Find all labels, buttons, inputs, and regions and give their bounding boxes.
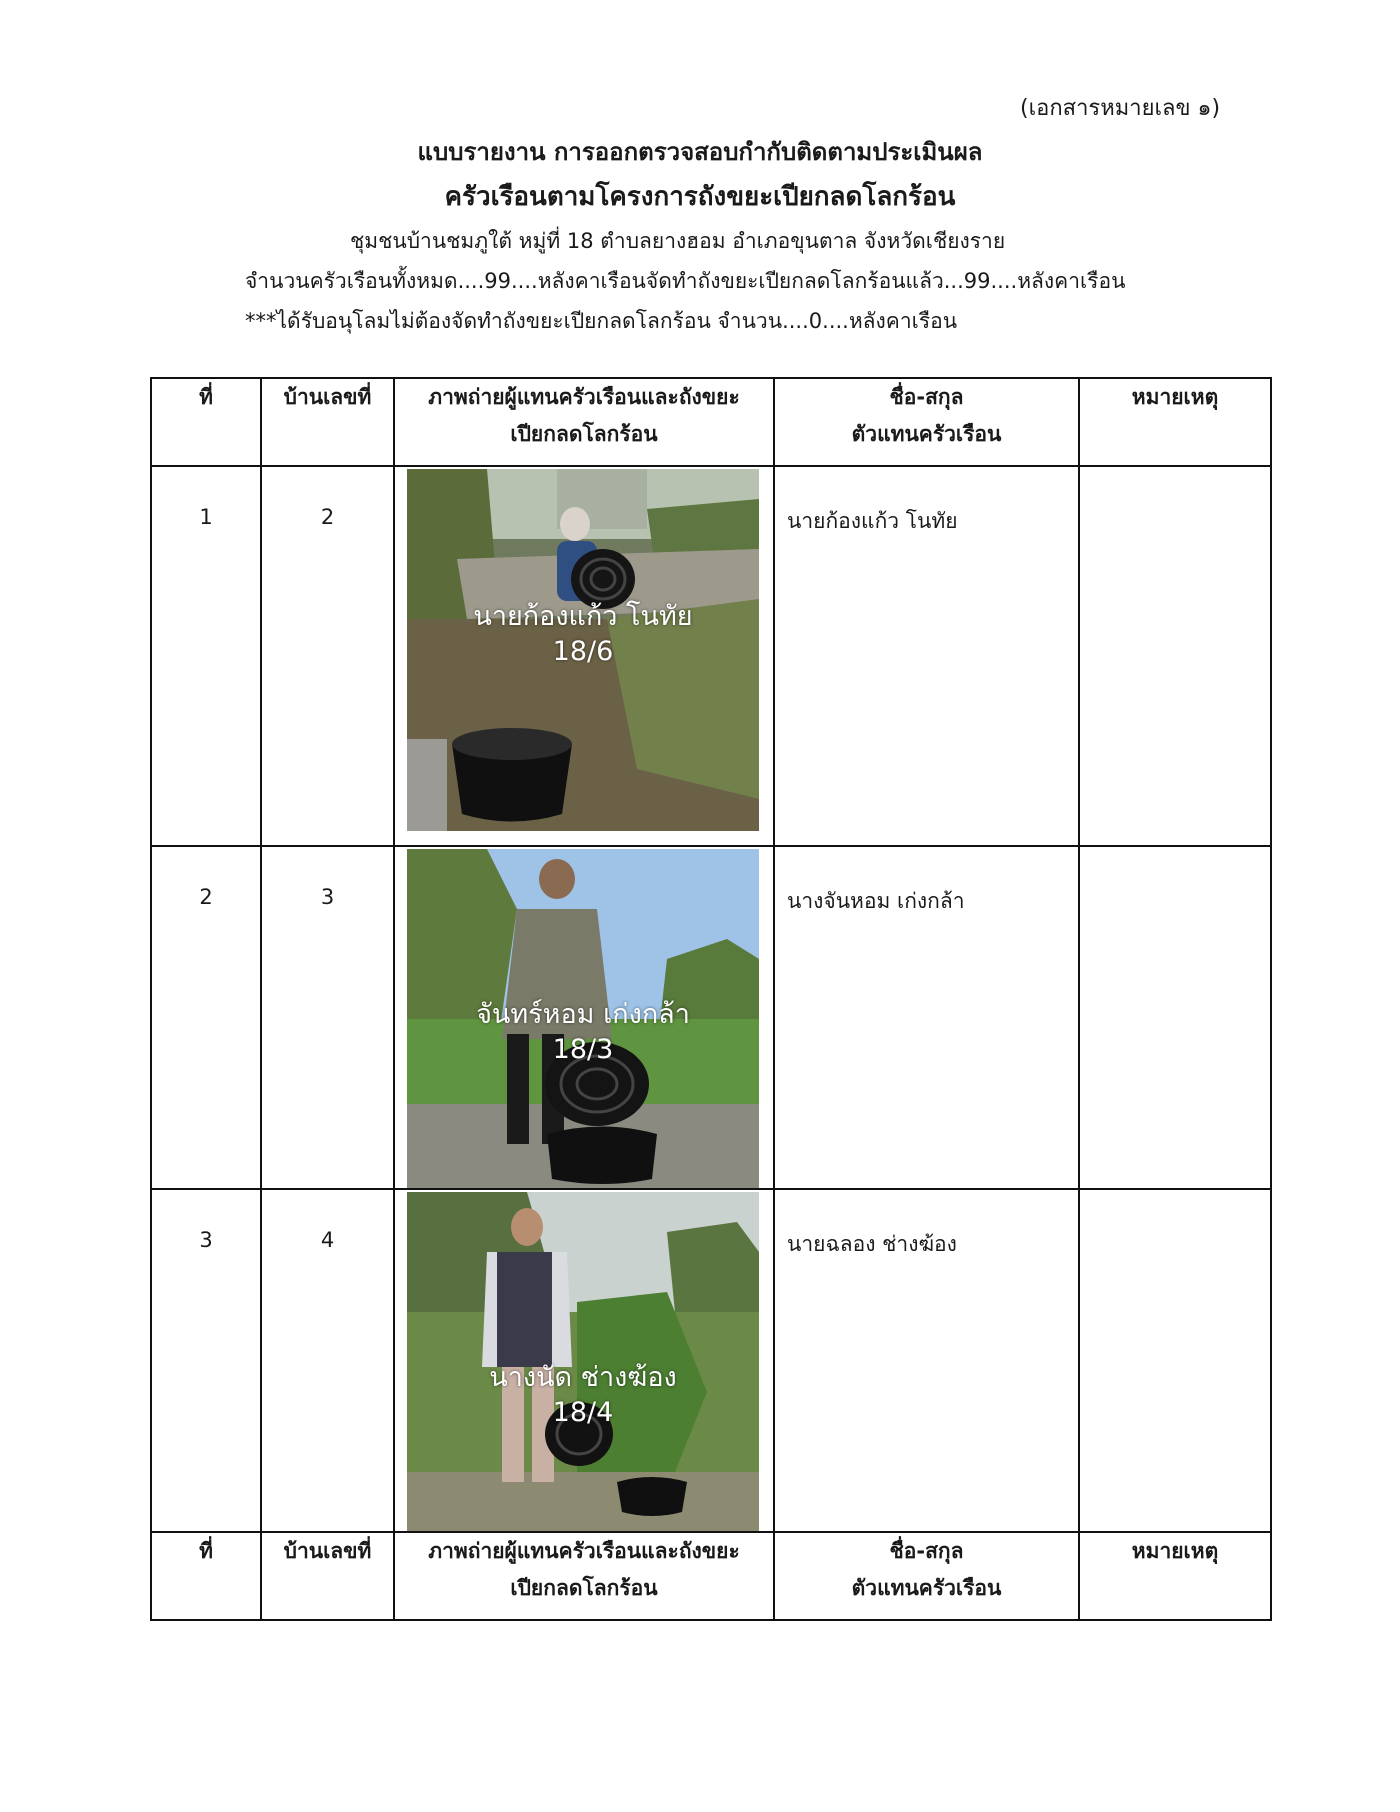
household-table xyxy=(150,377,1272,1621)
row-house-number: 4 xyxy=(261,1189,394,1532)
footer-header-no: ที่ xyxy=(151,1532,261,1620)
row-name: นางจันหอม เก่งกล้า xyxy=(774,846,1079,1189)
row-photo-cell xyxy=(394,846,774,1189)
row-no: 2 xyxy=(151,846,261,1189)
header-photo-line2: เปียกลดโลกร้อน xyxy=(510,421,658,446)
footer-header-photo xyxy=(394,1532,774,1620)
row-remark xyxy=(1079,466,1271,846)
table-row xyxy=(151,846,1271,1189)
photo-caption-code: 18/3 xyxy=(552,1034,614,1066)
photo-caption-code: 18/6 xyxy=(552,636,614,668)
row-remark xyxy=(1079,846,1271,1189)
row-house-number: 3 xyxy=(261,846,394,1189)
row-name: นายฉลอง ช่างฆ้อง xyxy=(774,1189,1079,1532)
footer-header-photo-line1: ภาพถ่ายผู้แทนครัวเรือนและถังขยะ xyxy=(428,1539,740,1563)
header-no: ที่ xyxy=(151,378,261,466)
household-photo xyxy=(407,849,759,1188)
header-name xyxy=(774,378,1079,466)
row-name: นายก้องแก้ว โนทัย xyxy=(774,466,1079,846)
header-name-line2: ตัวแทนครัวเรือน xyxy=(851,421,1002,446)
row-no: 3 xyxy=(151,1189,261,1532)
footer-header-name-line1: ชื่อ-สกุล xyxy=(889,1539,964,1563)
community-info: ชุมชนบ้านชมภูใต้ หมู่ที่ 18 ตำบลยางฮอม อำเภอขุนตาล จังหวัดเชียงราย xyxy=(350,229,1006,253)
report-subtitle: ครัวเรือนตามโครงการถังขยะเปียกลดโลกร้อน xyxy=(444,182,956,212)
footer-header-house-number: บ้านเลขที่ xyxy=(261,1532,394,1620)
footer-header-remark: หมายเหตุ xyxy=(1079,1532,1271,1620)
header-photo-line1: ภาพถ่ายผู้แทนครัวเรือนและถังขยะ xyxy=(428,385,740,409)
table-header-row xyxy=(151,378,1271,466)
table-row xyxy=(151,1189,1271,1532)
footer-header-name-line2: ตัวแทนครัวเรือน xyxy=(851,1575,1002,1600)
table-row xyxy=(151,466,1271,846)
footer-header-name xyxy=(774,1532,1079,1620)
exempt-count: ***ได้รับอนุโลมไม่ต้องจัดทำถังขยะเปียกลดโลกร้อน จำนวน....0....หลังคาเรือน xyxy=(245,309,958,333)
table-footer-header-row xyxy=(151,1532,1271,1620)
header-house-number: บ้านเลขที่ xyxy=(261,378,394,466)
footer-header-photo-line2: เปียกลดโลกร้อน xyxy=(510,1575,658,1600)
header-remark: หมายเหตุ xyxy=(1079,378,1271,466)
row-remark xyxy=(1079,1189,1271,1532)
photo-caption-name: นางนัด ช่างฆ้อง xyxy=(489,1362,677,1393)
photo-caption-name: จันทร์หอม เก่งกล้า xyxy=(476,999,690,1030)
row-house-number: 2 xyxy=(261,466,394,846)
report-title: แบบรายงาน การออกตรวจสอบกำกับติดตามประเมินผล xyxy=(417,138,983,166)
household-count: จำนวนครัวเรือนทั้งหมด....99....หลังคาเรือนจัดทำถังขยะเปียกลดโลกร้อนแล้ว...99....หลังคาเรือน xyxy=(245,269,1126,293)
household-photo xyxy=(407,1192,759,1531)
row-no: 1 xyxy=(151,466,261,846)
photo-caption-code: 18/4 xyxy=(552,1397,614,1429)
row-photo-cell xyxy=(394,1189,774,1532)
header-photo xyxy=(394,378,774,466)
document-number: (เอกสารหมายเลข ๑) xyxy=(1020,96,1221,121)
household-photo xyxy=(407,469,759,831)
row-photo-cell xyxy=(394,466,774,846)
photo-caption-name: นายก้องแก้ว โนทัย xyxy=(473,601,693,632)
header-name-line1: ชื่อ-สกุล xyxy=(889,385,964,409)
